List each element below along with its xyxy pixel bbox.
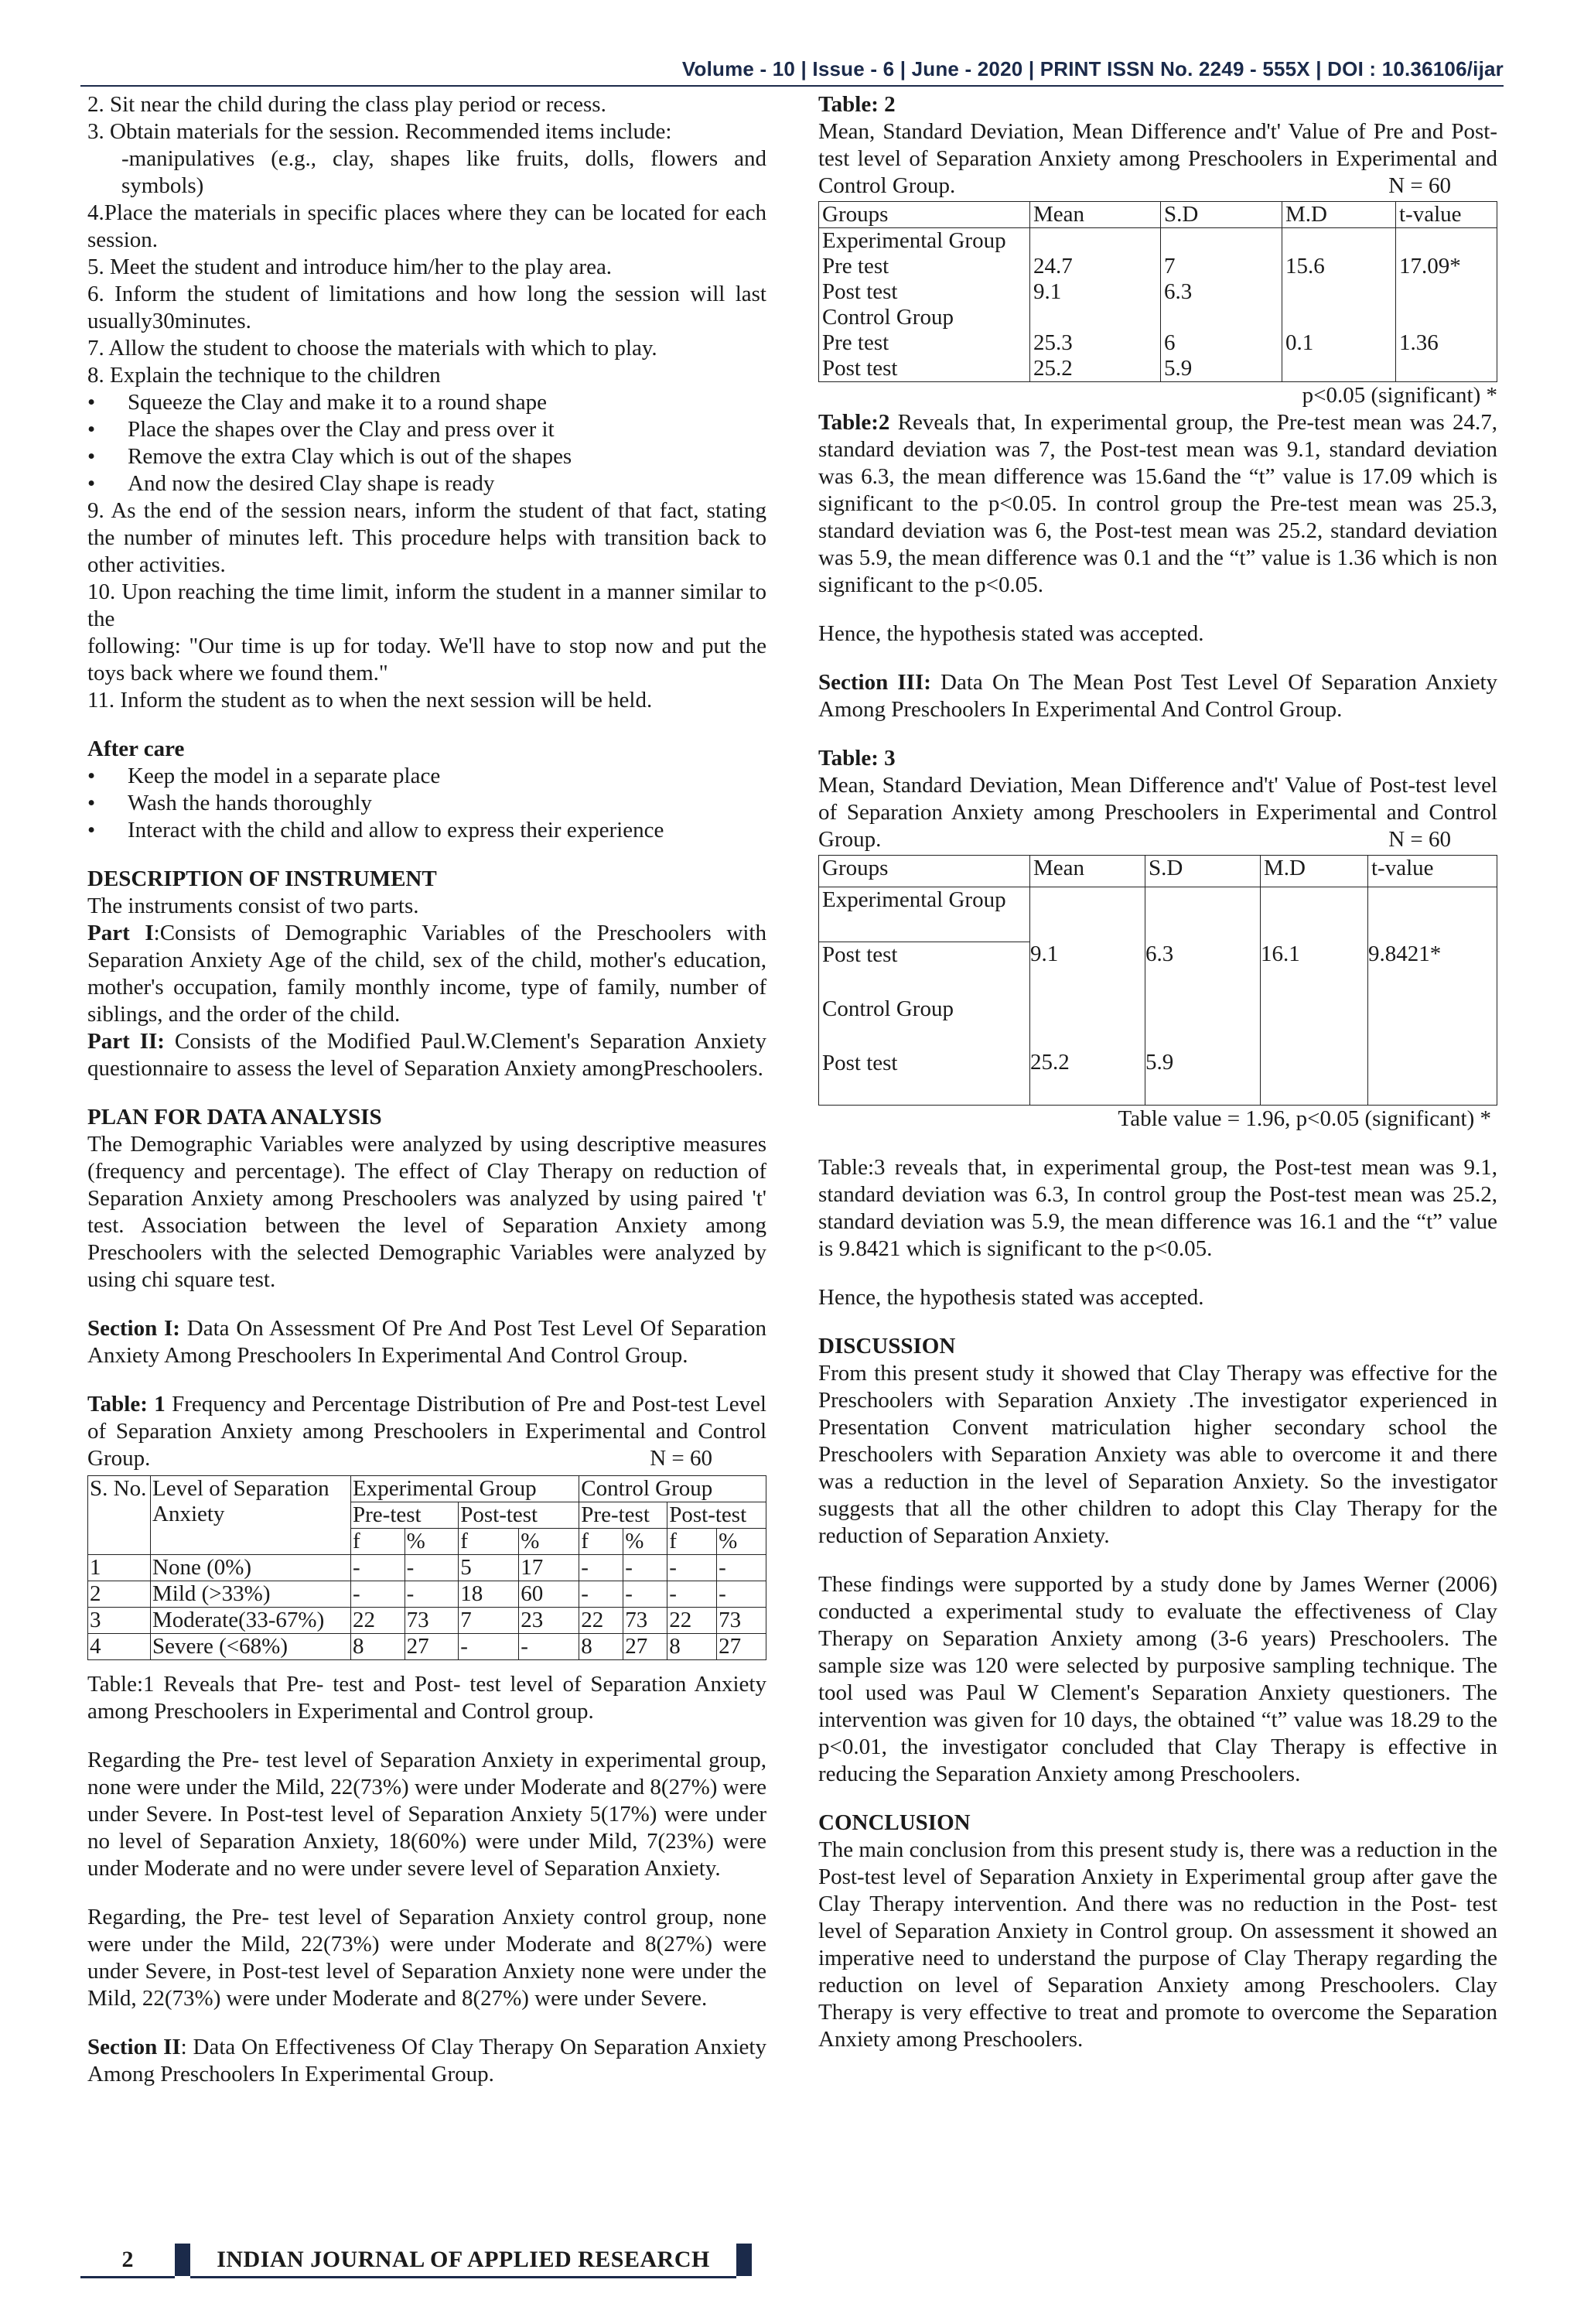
table-header: Level of Separation Anxiety xyxy=(151,1476,351,1555)
left-column xyxy=(87,91,766,2088)
table-row: 4 Severe (<68%) 8 27 - - 8 27 8 27 xyxy=(88,1634,766,1660)
table-header: Control Group xyxy=(579,1476,766,1502)
hypothesis-1: Hence, the hypothesis stated was accepted. xyxy=(818,621,1204,646)
table-row: Control Group xyxy=(819,996,1497,1051)
list-item: • Remove the extra Clay which is out of the shapes xyxy=(87,444,572,469)
table-row: Pre test 24.7 7 15.6 17.09* xyxy=(819,254,1497,279)
instrument-heading: DESCRIPTION OF INSTRUMENT xyxy=(87,866,437,891)
table-row: 2 Mild (>33%) - - 18 60 - - - - xyxy=(88,1581,766,1608)
table3-note: Table value = 1.96, p<0.05 (significant) * xyxy=(1118,1106,1491,1131)
aftercare-heading: After care xyxy=(87,737,185,761)
table-row: 3 Moderate(33-67%) 22 73 7 23 22 73 22 73 xyxy=(88,1608,766,1634)
table-row: Post test 9.1 6.3 xyxy=(819,279,1497,305)
table3-label: Table: 3 xyxy=(818,746,896,771)
list-item: • And now the desired Clay shape is ready xyxy=(87,471,495,496)
table-row: Control Group xyxy=(819,305,1497,330)
table-2 xyxy=(818,201,1497,382)
page-number: 2 xyxy=(80,2244,175,2278)
conclusion-text: The main conclusion from this present study is, there was a reduction in the Post-test level of Separation Anxiety in Experimental group after gave the Clay Therapy intervention. And there was no reduction in the Post- test level of Separation Anxiety in Control group. On assessment it showed an imperative need to understand the purpose of Clay Therapy regarding the reduction on level of Separation Anxiety among Preschoolers. Clay Therapy is very effective to treat and promote to overcome the Separation Anxiety among Preschoolers. xyxy=(818,1837,1497,2052)
plan-heading: PLAN FOR DATA ANALYSIS xyxy=(87,1105,382,1130)
footer-bar xyxy=(175,2244,190,2276)
section-2: Section II: Data On Effectiveness Of Clay Therapy On Separation Anxiety Among Preschoolers In Experimental Group. xyxy=(87,2035,766,2086)
para-experimental: Regarding the Pre- test level of Separation Anxiety in experimental group, none were under the Mild, 22(73%) were under Moderate and 8(27%) were under Severe. In Post-test level of Separation Anxiety 5(17%) were under no level of Separation Anxiety, 18(60%) were under Mild, 7(23%) were under Moderate and no were under severe level of Separation Anxiety. xyxy=(87,1748,766,1881)
part-2: Part II: Consists of the Modified Paul.W.Clement's Separation Anxiety questionnaire to assess the level of Separation Anxiety amongPreschoolers. xyxy=(87,1029,766,1081)
table-row: Post test xyxy=(819,1051,1497,1106)
hypothesis-2: Hence, the hypothesis stated was accepted. xyxy=(818,1285,1204,1310)
conclusion-heading: CONCLUSION xyxy=(818,1810,971,1835)
table-header: Post-test xyxy=(459,1502,579,1529)
part-1: Part I:Consists of Demographic Variables of the Preschoolers with Separation Anxiety Age of the child, sex of the child, mother's education, mother's occupation, family monthly income, type of family, number of siblings, and the order of the child. xyxy=(87,921,766,1027)
table-header: Experimental Group xyxy=(351,1476,579,1502)
table-row: Groups Mean S.D M.D t-value xyxy=(819,856,1497,887)
step-6: 6. Inform the student of limitations and how long the session will last usually30minutes. xyxy=(87,282,766,333)
table-header: f xyxy=(459,1529,519,1555)
table1-caption: Table: 1 Frequency and Percentage Distribution of Pre and Post-test Level of Separation Anxiety among Preschoolers in Experimental and Control Group. xyxy=(87,1392,766,1471)
table-header: % xyxy=(519,1529,579,1555)
table-header: Pre-test xyxy=(579,1502,667,1529)
step-3: 3. Obtain materials for the session. Recommended items include: xyxy=(87,119,672,144)
instrument-intro: The instruments consist of two parts. xyxy=(87,894,419,918)
table-row: Experimental Group 9.1 25.2 6.3 5.9 16.1 9.8421* xyxy=(819,887,1497,942)
table-header: f xyxy=(351,1529,405,1555)
table-header: % xyxy=(405,1529,459,1555)
step-8: 8. Explain the technique to the children xyxy=(87,363,441,388)
discussion-2: These findings were supported by a study done by James Werner (2006) conducted a experimental study to evaluate the effectiveness of Clay Therapy on Separation Anxiety among (3-6 years) Preschoolers. The sample size was 120 were selected by purposive sampling technique. The tool used was Paul W Clement's Separation Anxiety questioners. The intervention was given for 10 days, the obtained “t” value was 18.29 to the p<0.01, the investigator concluded that Clay Therapy is effective in reducing the Separation Anxiety among Preschoolers. xyxy=(818,1572,1497,1786)
table3-n: N = 60 xyxy=(1388,827,1451,852)
table-row: Post test 25.2 5.9 xyxy=(819,356,1497,382)
step-10-quote: following: "Our time is up for today. We'll have to stop now and put the toys back where we found them." xyxy=(87,634,766,685)
step-3-materials: -manipulatives (e.g., clay, shapes like fruits, dolls, flowers and symbols) xyxy=(121,146,766,198)
list-item: • Keep the model in a separate place xyxy=(87,764,441,788)
step-7: 7. Allow the student to choose the materials with which to play. xyxy=(87,336,657,361)
table2-reveal: Table:2 Reveals that, In experimental group, the Pre-test mean was 24.7, standard deviation was 7, the Post-test mean was 9.1, standard deviation was 6.3, the mean difference was 15.6and the “t” value is 17.09 which is significant to the p<0.05. In control group the Pre-test mean was 25.3, standard deviation was 6, the Post-test mean was 25.2, standard deviation was 5.9, the mean difference was 0.1 and the “t” value is 1.36 which is non significant to the p<0.05. xyxy=(818,410,1497,597)
list-item: • Interact with the child and allow to express their experience xyxy=(87,818,664,842)
table-header: f xyxy=(579,1529,623,1555)
table-header: Pre-test xyxy=(351,1502,459,1529)
table-header: S. No. xyxy=(88,1476,151,1555)
step-11: 11. Inform the student as to when the next session will be held. xyxy=(87,688,653,713)
step-4: 4.Place the materials in specific places where they can be located for each session. xyxy=(87,200,766,252)
table-header: % xyxy=(623,1529,667,1555)
list-item: • Wash the hands thoroughly xyxy=(87,791,372,815)
table-row: Groups Mean S.D M.D t-value xyxy=(819,202,1497,228)
table1-reveal: Table:1 Reveals that Pre- test and Post- test level of Separation Anxiety among Preschoolers in Experimental and Control group. xyxy=(87,1672,766,1724)
page-footer xyxy=(80,2244,767,2276)
table-row: Experimental Group xyxy=(819,228,1497,255)
list-item: • Squeeze the Clay and make it to a round shape xyxy=(87,390,547,415)
para-control: Regarding, the Pre- test level of Separation Anxiety control group, none were under the Mild, 22(73%) were under Moderate and 8(27%) were under Severe, in Post-test level of Separation Anxiety none were under the Mild, 22(73%) were under Moderate and 8(27%) were under Severe. xyxy=(87,1905,766,2011)
table2-n: N = 60 xyxy=(1388,173,1451,198)
running-header: Volume - 10 | Issue - 6 | June - 2020 | PRINT ISSN No. 2249 - 555X | DOI : 10.36106/ijar xyxy=(681,57,1504,80)
header-rule xyxy=(80,85,1504,87)
table-header: f xyxy=(667,1529,717,1555)
table-3 xyxy=(818,855,1497,1106)
list-item: • Place the shapes over the Clay and press over it xyxy=(87,417,555,442)
table-row: Pre test 25.3 6 0.1 1.36 xyxy=(819,330,1497,356)
table-1 xyxy=(87,1475,766,1660)
footer-bar xyxy=(736,2244,752,2276)
step-2: 2. Sit near the child during the class play period or recess. xyxy=(87,92,606,117)
table-header: Post-test xyxy=(667,1502,766,1529)
table2-note: p<0.05 (significant) * xyxy=(1302,383,1497,408)
journal-name: INDIAN JOURNAL OF APPLIED RESEARCH xyxy=(190,2244,736,2278)
table-header: % xyxy=(717,1529,766,1555)
table2-caption: Mean, Standard Deviation, Mean Difference and't' Value of Pre and Post-test level of Separation Anxiety among Preschoolers in Experimental and Control Group. xyxy=(818,119,1497,198)
table-row: Post test xyxy=(819,942,1497,997)
plan-text: The Demographic Variables were analyzed by using descriptive measures (frequency and percentage). The effect of Clay Therapy on reduction of Separation Anxiety among Preschoolers was analyzed by using paired 't' test. Association between the level of Separation Anxiety among Preschoolers with the selected Demographic Variables were analyzed by using chi square test. xyxy=(87,1132,766,1292)
table3-caption: Mean, Standard Deviation, Mean Difference and't' Value of Post-test level of Separation Anxiety among Preschoolers in Experimental and Control Group. xyxy=(818,773,1497,852)
table-row: 1 None (0%) - - 5 17 - - - - xyxy=(88,1555,766,1581)
step-5: 5. Meet the student and introduce him/her to the play area. xyxy=(87,255,613,279)
section-3: Section III: Data On The Mean Post Test Level Of Separation Anxiety Among Preschoolers In Experimental And Control Group. xyxy=(818,670,1497,722)
table1-n: N = 60 xyxy=(650,1446,712,1471)
section-1: Section I: Data On Assessment Of Pre And Post Test Level Of Separation Anxiety Among Preschoolers In Experimental And Control Group. xyxy=(87,1316,766,1368)
table2-label: Table: 2 xyxy=(818,92,896,117)
step-10: 10. Upon reaching the time limit, inform the student in a manner similar to the xyxy=(87,579,766,631)
step-9: 9. As the end of the session nears, inform the student of that fact, stating the number of minutes left. This procedure helps with transition back to other activities. xyxy=(87,498,766,577)
table3-reveal: Table:3 reveals that, in experimental group, the Post-test mean was 9.1, standard deviation was 6.3, In control group the Post-test mean was 25.2, standard deviation was 5.9, the mean difference was 16.1 and the “t” value is 9.8421 which is significant to the p<0.05. xyxy=(818,1155,1497,1261)
discussion-1: From this present study it showed that Clay Therapy was effective for the Preschoolers with Separation Anxiety .The investigator experienced in Presentation Convent matriculation higher secondary school the Preschoolers with Separation Anxiety was able to overcome it and there was a reduction in the level of Separation Anxiety. So the investigator suggests that all the other children to adopt this Clay Therapy for the reduction of Separation Anxiety. xyxy=(818,1361,1497,1548)
right-column xyxy=(818,91,1497,2053)
discussion-heading: DISCUSSION xyxy=(818,1334,956,1359)
